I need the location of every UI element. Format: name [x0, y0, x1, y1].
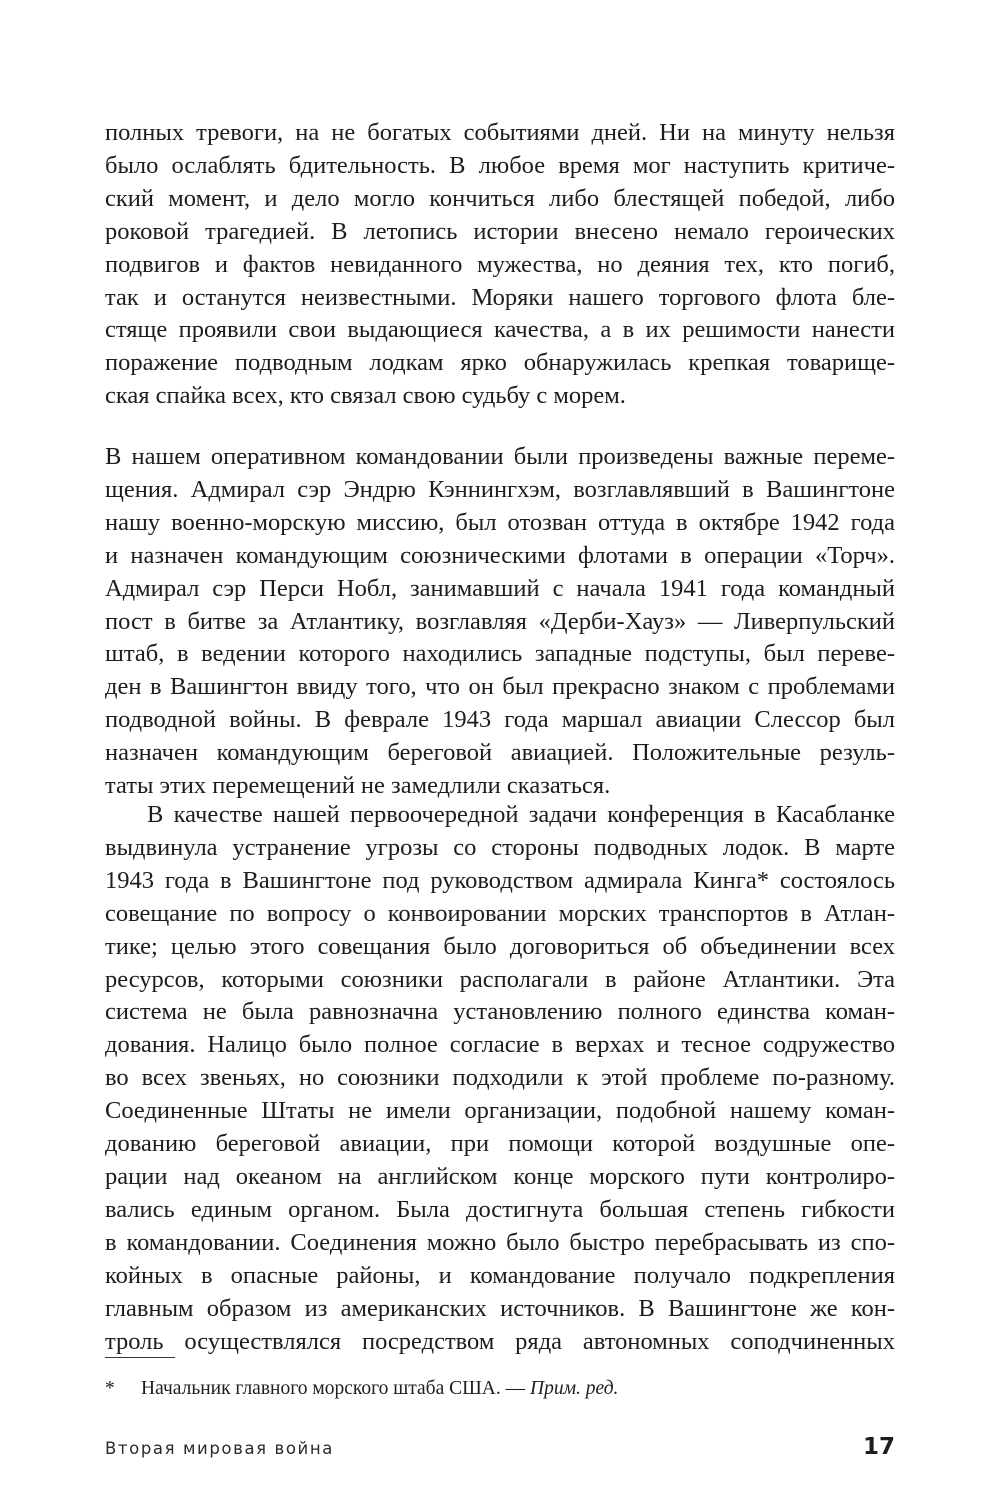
text-line: ден в Вашингтон ввиду того, что он был прекрасно знаком с проблемами: [105, 673, 895, 701]
text-line: главным образом из американских источников. В Вашингтоне же кон-: [105, 1294, 895, 1322]
text-line: тике; целью этого совещания было договориться об объединении всех: [105, 932, 895, 960]
footnote-divider: [105, 1357, 175, 1358]
footnote-text: Начальник главного морского штаба США. —: [141, 1378, 530, 1399]
text-line: стяще проявили свои выдающиеся качества, а в их решимости нанести: [105, 316, 895, 344]
text-line: так и останутся неизвестными. Моряки нашего торгового флота бле-: [105, 283, 895, 311]
text-line: подводной войны. В феврале 1943 года маршал авиации Слессор был: [105, 706, 895, 734]
text-line: Соединенные Штаты не имели организации, подобной нашему коман-: [105, 1097, 895, 1125]
running-title: Вторая мировая война: [105, 1439, 334, 1458]
text-line: В нашем оперативном командовании были произведены важные переме-: [105, 443, 895, 470]
text-line: совещание по вопросу о конвоировании морских транспортов в Атлан-: [105, 899, 895, 927]
page-number: 17: [862, 1434, 895, 1460]
text-line: пост в битве за Атлантику, возглавляя «Дерби-Хауз» — Ливерпульский: [105, 607, 895, 635]
text-line: роковой трагедией. В летопись истории внесено немало героических: [105, 217, 895, 245]
text-line: нашу военно-морскую миссию, был отозван оттуда в октябре 1942 года: [105, 508, 895, 536]
text-line: штаб, в ведении которого находились западные подступы, был переве-: [105, 640, 895, 668]
text-line: ский момент, и дело могло кончиться либо блестящей победой, либо: [105, 184, 895, 212]
text-line: подвигов и фактов невиданного мужества, но деяния тех, кто погиб,: [105, 250, 895, 278]
footnote-editor-note: Прим. ред.: [530, 1378, 619, 1399]
paragraph-casablanca: [105, 799, 895, 1358]
text-line: В качестве нашей первоочередной задачи конференция в Касабланке: [147, 801, 895, 828]
footnote-mark: *: [105, 1378, 115, 1399]
paragraph-command-changes: [105, 441, 895, 803]
text-line: назначен командующим береговой авиацией. Положительные резуль-: [105, 739, 895, 767]
text-line: поражение подводным лодкам ярко обнаружилась крепкая товарище-: [105, 349, 895, 377]
text-line: ресурсов, которыми союзники располагали в районе Атлантики. Эта: [105, 965, 895, 993]
paragraph-continued: [105, 117, 895, 413]
text-line: дованию береговой авиации, при помощи которой воздушные опе-: [105, 1130, 895, 1158]
text-line: полных тревоги, на не богатых событиями дней. Ни на минуту нельзя: [105, 119, 895, 146]
text-line: в командовании. Соединения можно было быстро перебрасывать из спо-: [105, 1228, 895, 1256]
text-line: таты этих перемещений не замедлили сказаться.: [105, 772, 611, 800]
text-line: во всех звеньях, но союзники подходили к этой проблеме по-разному.: [105, 1064, 895, 1092]
text-line: койных в опасные районы, и командование получало подкрепления: [105, 1261, 895, 1289]
text-line: рации над океаном на английском конце морского пути контролиро-: [105, 1162, 895, 1190]
text-line: Адмирал сэр Перси Нобл, занимавший с начала 1941 года командный: [105, 574, 895, 602]
text-line: троль осуществлялся посредством ряда автономных соподчиненных: [105, 1327, 895, 1355]
text-line: 1943 года в Вашингтоне под руководством адмирала Кинга* состоялось: [105, 866, 895, 894]
text-line: дования. Налицо было полное согласие в верхах и тесное содружество: [105, 1031, 895, 1059]
text-line: вались единым органом. Была достигнута большая степень гибкости: [105, 1195, 895, 1223]
text-line: выдвинула устранение угрозы со стороны подводных лодок. В марте: [105, 833, 895, 861]
text-line: щения. Адмирал сэр Эндрю Кэннингхэм, возглавлявший в Вашингтоне: [105, 475, 895, 503]
text-line: система не была равнозначна установлению полного единства коман-: [105, 998, 895, 1026]
footnote: [105, 1376, 618, 1402]
text-line: ская спайка всех, кто связал свою судьбу с морем.: [105, 382, 626, 410]
text-line: было ослаблять бдительность. В любое время мог наступить критиче-: [105, 151, 895, 179]
text-line: и назначен командующим союзническими флотами в операции «Торч».: [105, 541, 895, 569]
